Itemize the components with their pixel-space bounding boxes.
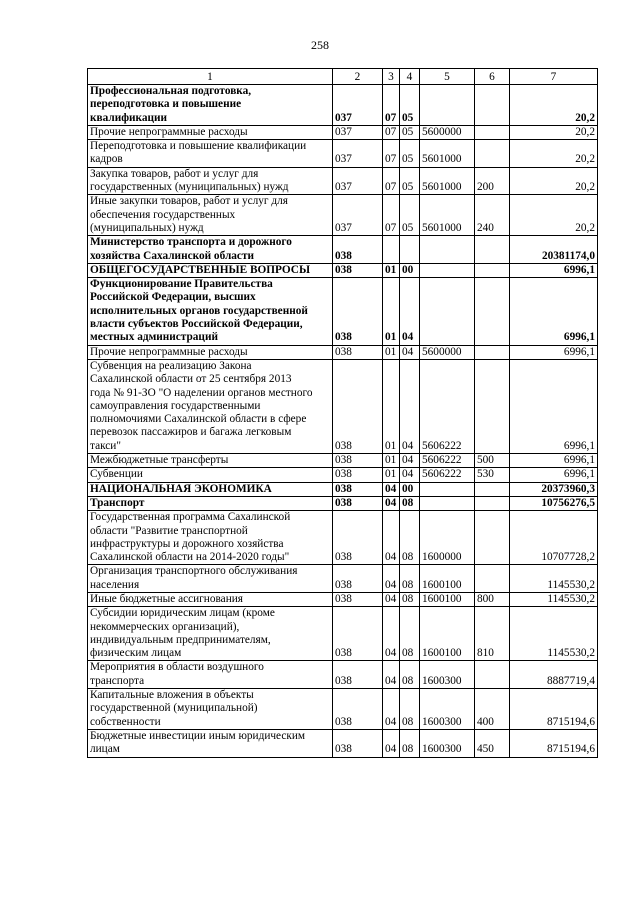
row-name — [88, 661, 333, 689]
ministry-code: 037 — [333, 85, 383, 126]
row-name — [88, 729, 333, 757]
amount: 8715194,6 — [510, 689, 598, 730]
target-code — [420, 482, 475, 496]
amount: 20,2 — [510, 85, 598, 126]
row-name — [88, 195, 333, 236]
row-name — [88, 167, 333, 195]
row-name-line: (муниципальных) нужд — [90, 221, 204, 234]
amount: 20,2 — [510, 167, 598, 195]
expense-type-code — [475, 85, 510, 126]
table-row — [88, 511, 598, 565]
header-col-4: 4 — [400, 69, 420, 85]
ministry-code: 038 — [333, 263, 383, 277]
row-name-line: лицам — [90, 743, 120, 756]
ministry-code: 038 — [333, 359, 383, 453]
table-row — [88, 278, 598, 345]
row-name — [88, 345, 333, 359]
section-code: 07 — [383, 195, 400, 236]
ministry-code: 037 — [333, 167, 383, 195]
row-name-line: Иные бюджетные ассигнования — [90, 592, 243, 605]
ministry-code: 038 — [333, 607, 383, 661]
subsection-code: 04 — [400, 359, 420, 453]
target-code: 5606222 — [420, 468, 475, 482]
ministry-code: 038 — [333, 482, 383, 496]
row-name-line: самоуправления государственными — [90, 399, 261, 412]
row-name — [88, 496, 333, 510]
expense-type-code: 400 — [475, 689, 510, 730]
expense-type-code — [475, 125, 510, 139]
section-code: 01 — [383, 454, 400, 468]
row-name — [88, 263, 333, 277]
amount: 6996,1 — [510, 454, 598, 468]
row-name-line: Сахалинской области на 2014-2020 годы" — [90, 551, 290, 564]
page-number: 258 — [311, 38, 329, 52]
subsection-code: 00 — [400, 482, 420, 496]
target-code — [420, 278, 475, 345]
subsection-code: 00 — [400, 263, 420, 277]
subsection-code: 08 — [400, 661, 420, 689]
amount: 1145530,2 — [510, 607, 598, 661]
section-code: 04 — [383, 482, 400, 496]
ministry-code: 038 — [333, 661, 383, 689]
amount: 6996,1 — [510, 359, 598, 453]
amount: 8715194,6 — [510, 729, 598, 757]
expense-type-code — [475, 661, 510, 689]
row-name-line: Субвенция на реализацию Закона — [90, 359, 252, 372]
amount: 20373960,3 — [510, 482, 598, 496]
target-code: 5601000 — [420, 195, 475, 236]
row-name-line: физическим лицам — [90, 647, 182, 660]
table-row — [88, 85, 598, 126]
row-name-line: Субвенции — [90, 468, 143, 481]
amount: 6996,1 — [510, 345, 598, 359]
row-name-line: Государственная программа Сахалинской — [90, 511, 291, 524]
section-code: 07 — [383, 85, 400, 126]
amount: 10756276,5 — [510, 496, 598, 510]
amount: 10707728,2 — [510, 511, 598, 565]
expense-type-code: 240 — [475, 195, 510, 236]
row-name-line: Межбюджетные трансферты — [90, 454, 229, 467]
row-name-line: Иные закупки товаров, работ и услуг для — [90, 195, 288, 208]
row-name — [88, 125, 333, 139]
expense-type-code: 200 — [475, 167, 510, 195]
row-name-line: транспорта — [90, 674, 145, 687]
header-col-2: 2 — [333, 69, 383, 85]
amount: 6996,1 — [510, 278, 598, 345]
row-name — [88, 359, 333, 453]
row-name-line: перевозок пассажиров и багажа легковым — [90, 426, 292, 439]
section-code: 07 — [383, 167, 400, 195]
row-name — [88, 236, 333, 264]
row-name — [88, 140, 333, 168]
target-code: 1600000 — [420, 511, 475, 565]
target-code: 1600300 — [420, 661, 475, 689]
table-row — [88, 689, 598, 730]
row-name-line: Транспорт — [90, 496, 145, 509]
expense-type-code: 530 — [475, 468, 510, 482]
table-row — [88, 482, 598, 496]
subsection-code: 08 — [400, 592, 420, 606]
row-name-line: НАЦИОНАЛЬНАЯ ЭКОНОМИКА — [90, 482, 272, 495]
target-code: 5606222 — [420, 454, 475, 468]
row-name-line: государственной (муниципальной) — [90, 702, 258, 715]
section-code: 07 — [383, 140, 400, 168]
row-name-line: Закупка товаров, работ и услуг для — [90, 167, 259, 180]
subsection-code: 08 — [400, 729, 420, 757]
row-name-line: Министерство транспорта и дорожного — [90, 236, 292, 249]
subsection-code: 05 — [400, 195, 420, 236]
row-name-line: инфраструктуры и дорожного хозяйства — [90, 537, 284, 550]
subsection-code: 08 — [400, 511, 420, 565]
subsection-code: 05 — [400, 85, 420, 126]
expense-type-code: 810 — [475, 607, 510, 661]
row-name-line: кадров — [90, 153, 123, 166]
section-code: 01 — [383, 468, 400, 482]
table-row — [88, 454, 598, 468]
row-name-line: местных администраций — [90, 331, 218, 344]
amount: 1145530,2 — [510, 592, 598, 606]
subsection-code: 04 — [400, 454, 420, 468]
target-code: 1600100 — [420, 565, 475, 593]
row-name-line: индивидуальным предпринимателям, — [90, 633, 271, 646]
subsection-code: 04 — [400, 278, 420, 345]
row-name-line: Мероприятия в области воздушного — [90, 661, 264, 674]
ministry-code: 038 — [333, 729, 383, 757]
row-name-line: Прочие непрограммные расходы — [90, 125, 248, 138]
table-row — [88, 592, 598, 606]
header-col-7: 7 — [510, 69, 598, 85]
table-body — [88, 85, 598, 758]
row-name-line: переподготовка и повышение — [90, 98, 242, 111]
section-code: 04 — [383, 565, 400, 593]
row-name-line: Функционирование Правительства — [90, 278, 273, 291]
row-name — [88, 511, 333, 565]
table-row — [88, 468, 598, 482]
row-name — [88, 592, 333, 606]
target-code: 5606222 — [420, 359, 475, 453]
section-code: 04 — [383, 592, 400, 606]
target-code — [420, 85, 475, 126]
subsection-code: 08 — [400, 689, 420, 730]
table-row — [88, 195, 598, 236]
subsection-code: 08 — [400, 496, 420, 510]
row-name-line: Капитальные вложения в объекты — [90, 689, 254, 702]
ministry-code: 037 — [333, 125, 383, 139]
table-row — [88, 496, 598, 510]
target-code: 1600100 — [420, 592, 475, 606]
header-row — [88, 69, 598, 85]
expense-type-code: 500 — [475, 454, 510, 468]
target-code: 1600300 — [420, 729, 475, 757]
expense-type-code — [475, 236, 510, 264]
amount: 20,2 — [510, 125, 598, 139]
row-name-line: области "Развитие транспортной — [90, 524, 248, 537]
expense-type-code: 450 — [475, 729, 510, 757]
section-code: 01 — [383, 278, 400, 345]
expense-type-code — [475, 565, 510, 593]
ministry-code: 038 — [333, 496, 383, 510]
expense-type-code: 800 — [475, 592, 510, 606]
target-code — [420, 236, 475, 264]
ministry-code: 038 — [333, 278, 383, 345]
header-col-1: 1 — [88, 69, 333, 85]
ministry-code: 038 — [333, 565, 383, 593]
row-name-line: Профессиональная подготовка, — [90, 85, 252, 97]
row-name-line: обеспечения государственных — [90, 208, 236, 221]
amount: 20,2 — [510, 140, 598, 168]
target-code: 5600000 — [420, 345, 475, 359]
row-name-line: Прочие непрограммные расходы — [90, 345, 248, 358]
row-name-line: собственности — [90, 715, 161, 728]
subsection-code — [400, 236, 420, 264]
row-name-line: исполнительных органов государственной — [90, 304, 308, 317]
ministry-code: 038 — [333, 454, 383, 468]
header-col-3: 3 — [383, 69, 400, 85]
section-code: 01 — [383, 359, 400, 453]
section-code: 04 — [383, 689, 400, 730]
row-name — [88, 85, 333, 126]
ministry-code: 037 — [333, 195, 383, 236]
section-code: 04 — [383, 729, 400, 757]
row-name-line: хозяйства Сахалинской области — [90, 249, 255, 262]
amount: 20,2 — [510, 195, 598, 236]
row-name-line: Субсидии юридическим лицам (кроме — [90, 607, 275, 620]
ministry-code: 038 — [333, 468, 383, 482]
subsection-code: 05 — [400, 167, 420, 195]
expense-type-code — [475, 263, 510, 277]
section-code: 04 — [383, 661, 400, 689]
table-row — [88, 359, 598, 453]
amount: 6996,1 — [510, 468, 598, 482]
table-row — [88, 345, 598, 359]
table-row — [88, 565, 598, 593]
row-name — [88, 454, 333, 468]
target-code: 5601000 — [420, 140, 475, 168]
row-name — [88, 482, 333, 496]
row-name — [88, 607, 333, 661]
amount: 1145530,2 — [510, 565, 598, 593]
table-row — [88, 729, 598, 757]
row-name-line: Российской Федерации, высших — [90, 291, 256, 304]
row-name-line: Организация транспортного обслуживания — [90, 565, 298, 578]
expense-type-code — [475, 345, 510, 359]
table-row — [88, 236, 598, 264]
row-name — [88, 689, 333, 730]
expense-type-code — [475, 511, 510, 565]
row-name-line: населения — [90, 578, 140, 591]
section-code — [383, 236, 400, 264]
row-name-line: квалификации — [90, 111, 168, 124]
subsection-code: 04 — [400, 468, 420, 482]
row-name-line: Переподготовка и повышение квалификации — [90, 140, 307, 153]
expense-type-code — [475, 140, 510, 168]
table-row — [88, 263, 598, 277]
row-name-line: Бюджетные инвестиции иным юридическим — [90, 729, 306, 742]
section-code: 07 — [383, 125, 400, 139]
row-name-line: власти субъектов Российской Федерации, — [90, 318, 303, 331]
table-row — [88, 140, 598, 168]
table-row — [88, 661, 598, 689]
section-code: 04 — [383, 607, 400, 661]
row-name-line: такси" — [90, 439, 121, 452]
target-code: 5600000 — [420, 125, 475, 139]
section-code: 01 — [383, 345, 400, 359]
table-row — [88, 125, 598, 139]
row-name — [88, 468, 333, 482]
section-code: 04 — [383, 496, 400, 510]
budget-table — [87, 68, 598, 758]
row-name-line: некоммерческих организаций), — [90, 620, 240, 633]
target-code: 1600300 — [420, 689, 475, 730]
row-name-line: Сахалинской области от 25 сентября 2013 — [90, 373, 292, 386]
ministry-code: 038 — [333, 689, 383, 730]
amount: 6996,1 — [510, 263, 598, 277]
ministry-code: 037 — [333, 140, 383, 168]
ministry-code: 038 — [333, 592, 383, 606]
table-row — [88, 167, 598, 195]
target-code — [420, 263, 475, 277]
amount: 8887719,4 — [510, 661, 598, 689]
subsection-code: 04 — [400, 345, 420, 359]
target-code: 1600100 — [420, 607, 475, 661]
row-name-line: государственных (муниципальных) нужд — [90, 181, 289, 194]
row-name-line: полномочиями Сахалинской области в сфере — [90, 413, 307, 426]
section-code: 04 — [383, 511, 400, 565]
section-code: 01 — [383, 263, 400, 277]
row-name — [88, 565, 333, 593]
header-col-5: 5 — [420, 69, 475, 85]
header-col-6: 6 — [475, 69, 510, 85]
subsection-code: 08 — [400, 607, 420, 661]
target-code: 5601000 — [420, 167, 475, 195]
expense-type-code — [475, 482, 510, 496]
target-code — [420, 496, 475, 510]
row-name — [88, 278, 333, 345]
subsection-code: 05 — [400, 140, 420, 168]
ministry-code: 038 — [333, 236, 383, 264]
table-row — [88, 607, 598, 661]
row-name-line: ОБЩЕГОСУДАРСТВЕННЫЕ ВОПРОСЫ — [90, 263, 311, 276]
expense-type-code — [475, 496, 510, 510]
subsection-code: 08 — [400, 565, 420, 593]
ministry-code: 038 — [333, 511, 383, 565]
expense-type-code — [475, 278, 510, 345]
subsection-code: 05 — [400, 125, 420, 139]
row-name-line: года № 91-ЗО "О наделении органов местного — [90, 386, 313, 399]
ministry-code: 038 — [333, 345, 383, 359]
expense-type-code — [475, 359, 510, 453]
amount: 20381174,0 — [510, 236, 598, 264]
